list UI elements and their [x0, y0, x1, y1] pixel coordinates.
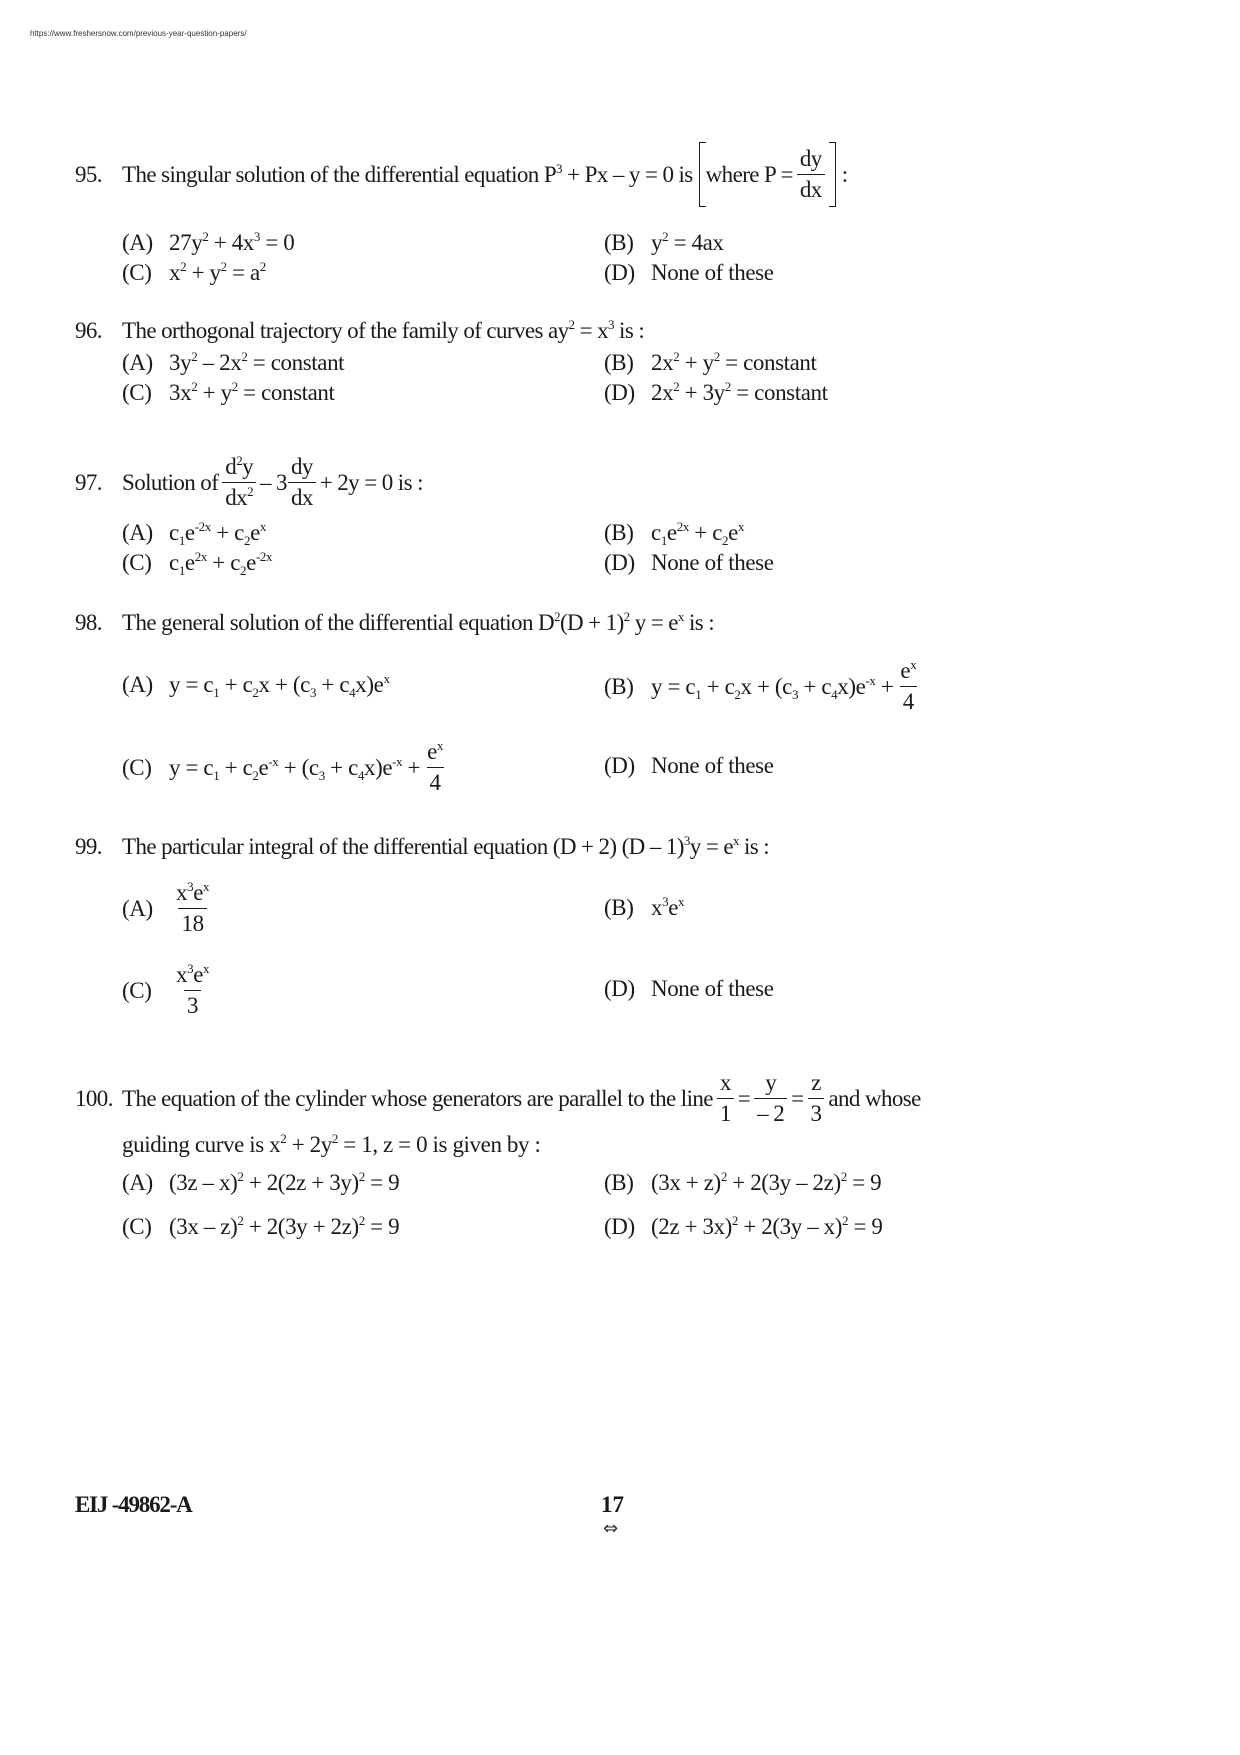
- option-label: (C): [122, 380, 152, 405]
- option-text: $c_1e^{2x} + c_2e^{-2x}$: [169, 549, 273, 578]
- question-text-line2: guiding curve is $x^2 + 2y^2 = 1$, z = 0 is given by :: [122, 1131, 541, 1157]
- question-95: [75, 142, 847, 207]
- option-label: (A): [122, 672, 153, 697]
- minus-three: – 3: [260, 469, 287, 495]
- option-98-d: [604, 753, 774, 779]
- page-number: 17: [601, 1492, 624, 1517]
- option-97-c: [122, 550, 272, 576]
- option-label: (A): [122, 350, 153, 375]
- double-arrow-icon: ⇔: [603, 1518, 619, 1539]
- fraction-ex-4: $\frac{e^x}{4}$: [424, 737, 446, 798]
- option-label: (A): [122, 1170, 153, 1195]
- option-100-d: [604, 1214, 883, 1240]
- fraction-z-3: $\frac{z}{3}$: [808, 1068, 825, 1129]
- question-96: [75, 318, 644, 344]
- option-96-d: [604, 380, 828, 406]
- option-98-c: [122, 737, 450, 798]
- question-99: [75, 834, 769, 860]
- option-text: $c_1e^{-2x} + c_2e^x$: [169, 519, 266, 548]
- where-label: where P =: [705, 161, 793, 187]
- option-text: $x^3e^x$: [651, 894, 685, 920]
- option-96-b: [604, 350, 817, 376]
- option-text: $y^2 = 4ax$: [651, 229, 724, 255]
- question-number: 100.: [75, 1085, 113, 1111]
- question-text: The general solution of the differential equation $D^2(D + 1)^2$ $y = e^x$ is :: [122, 609, 715, 635]
- fraction-x-1: $\frac{x}{1}$: [717, 1068, 734, 1129]
- option-text: $c_1e^{2x} + c_2e^x$: [651, 519, 745, 548]
- option-95-a: [122, 230, 294, 256]
- question-text-line1: The equation of the cylinder whose generators are parallel to the line: [122, 1085, 713, 1111]
- option-label: (C): [122, 754, 152, 780]
- option-label: (A): [122, 520, 153, 545]
- option-100-a: [122, 1170, 399, 1196]
- option-text: None of these: [651, 753, 774, 778]
- option-95-c: [122, 260, 266, 286]
- option-label: (C): [122, 550, 152, 575]
- option-text: $2x^2 + y^2$ = constant: [651, 349, 817, 375]
- option-96-c: [122, 380, 335, 406]
- option-label: (B): [604, 895, 634, 920]
- question-97: [75, 452, 423, 513]
- option-97-a: [122, 520, 266, 546]
- option-99-c: [122, 960, 216, 1021]
- option-label: (B): [604, 520, 634, 545]
- where-bracket: [699, 142, 836, 207]
- option-text: $(3x + z)^2 + 2(3y - 2z)^2 = 9$: [651, 1169, 882, 1195]
- option-95-d: [604, 260, 774, 286]
- option-97-d: [604, 550, 774, 576]
- option-text: $3y^2 - 2x^2$ = constant: [169, 349, 345, 375]
- question-text: The singular solution of the differential equation $P^3 + Px - y = 0$ is: [122, 160, 693, 187]
- option-text: None of these: [651, 260, 774, 285]
- fraction-ex-4: $\frac{e^x}{4}$: [897, 656, 919, 717]
- option-label: (D): [604, 753, 635, 778]
- option-text: $y = c_1 + c_2x + (c_3 + c_4x)e^x$: [169, 671, 390, 700]
- option-text: $3x^2 + y^2$ = constant: [169, 379, 335, 405]
- option-label: (C): [122, 977, 152, 1003]
- option-text: $(2z + 3x)^2 + 2(3y - x)^2 = 9$: [651, 1213, 883, 1239]
- fraction-dy-dx: $\frac{dy}{dx}$: [288, 452, 316, 513]
- option-text: $(3x - z)^2 + 2(3y + 2z)^2 = 9$: [169, 1213, 400, 1239]
- option-label: (C): [122, 1214, 152, 1239]
- option-text: $x^2 + y^2 = a^2$: [169, 259, 266, 285]
- option-label: (D): [604, 380, 635, 405]
- option-99-d: [604, 976, 774, 1002]
- option-label: (D): [604, 1214, 635, 1239]
- option-96-a: [122, 350, 344, 376]
- question-text: The orthogonal trajectory of the family of curves $ay^2 = x^3$ is :: [122, 317, 645, 343]
- frac-num: dy: [799, 146, 822, 171]
- option-label: (B): [604, 673, 634, 699]
- fraction-x3ex-18: $\frac{x^3e^x}{18}$: [173, 878, 212, 939]
- option-text: $y = c_1 + c_2e^{-x} + (c_3 + c_4x)e^{-x}$ +: [169, 753, 421, 783]
- question-98: [75, 610, 714, 636]
- question-number: 97.: [75, 469, 102, 495]
- option-97-b: [604, 520, 744, 546]
- source-url: https://www.freshersnow.com/previous-year-question-papers/: [30, 29, 247, 38]
- option-text: $(3z - x)^2 + 2(2z + 3y)^2 = 9$: [169, 1169, 400, 1195]
- option-label: (B): [604, 230, 634, 255]
- option-98-a: [122, 672, 390, 698]
- option-label: (A): [122, 230, 153, 255]
- option-99-b: [604, 895, 684, 921]
- fraction-x3ex-3: $\frac{x^3e^x}{3}$: [173, 960, 212, 1021]
- option-label: (B): [604, 1170, 634, 1195]
- paper-code: EIJ -49862-A: [75, 1492, 192, 1517]
- option-text: $27y^2 + 4x^3 = 0$: [169, 229, 295, 255]
- option-label: (D): [604, 260, 635, 285]
- option-label: (A): [122, 895, 153, 921]
- question-number: 99.: [75, 834, 102, 859]
- option-100-b: [604, 1170, 881, 1196]
- fraction-d2y-dx2: $\frac{d^2y}{dx^2}$: [222, 452, 256, 513]
- option-100-c: [122, 1214, 399, 1240]
- question-number: 98.: [75, 610, 102, 635]
- fraction-dy-dx: [797, 144, 825, 205]
- option-text: None of these: [651, 550, 774, 575]
- question-100: 100. The equation of the cylinder whose generators are parallel to the line $\frac{x}{1}$ = $\frac{y}{- 2}$ = $\frac{z}{3}$ and whose: [75, 1068, 921, 1129]
- question-100-line2: [122, 1132, 540, 1158]
- colon: :: [841, 161, 848, 187]
- option-99-a: [122, 878, 216, 939]
- question-number: 95.: [75, 161, 102, 187]
- option-text: $y = c_1 + c_2x + (c_3 + c_4x)e^{-x}$ +: [651, 672, 894, 702]
- question-text-suffix: + 2y = 0 is :: [319, 469, 423, 495]
- option-text: None of these: [651, 976, 774, 1001]
- question-text: The particular integral of the differential equation (D + 2) $(D - 1)^3y = e^x$ is :: [122, 833, 770, 859]
- option-label: (C): [122, 260, 152, 285]
- question-text-prefix: Solution of: [122, 469, 219, 495]
- question-text-line1-suffix: and whose: [828, 1085, 921, 1111]
- option-label: (D): [604, 550, 635, 575]
- option-label: (D): [604, 976, 635, 1001]
- option-label: (B): [604, 350, 634, 375]
- frac-den: dx: [797, 174, 825, 205]
- question-number: 96.: [75, 318, 102, 343]
- option-95-b: [604, 230, 724, 256]
- fraction-y-neg2: $\frac{y}{- 2}$: [754, 1068, 787, 1129]
- option-text: $2x^2 + 3y^2$ = constant: [651, 379, 828, 405]
- option-98-b: [604, 656, 923, 717]
